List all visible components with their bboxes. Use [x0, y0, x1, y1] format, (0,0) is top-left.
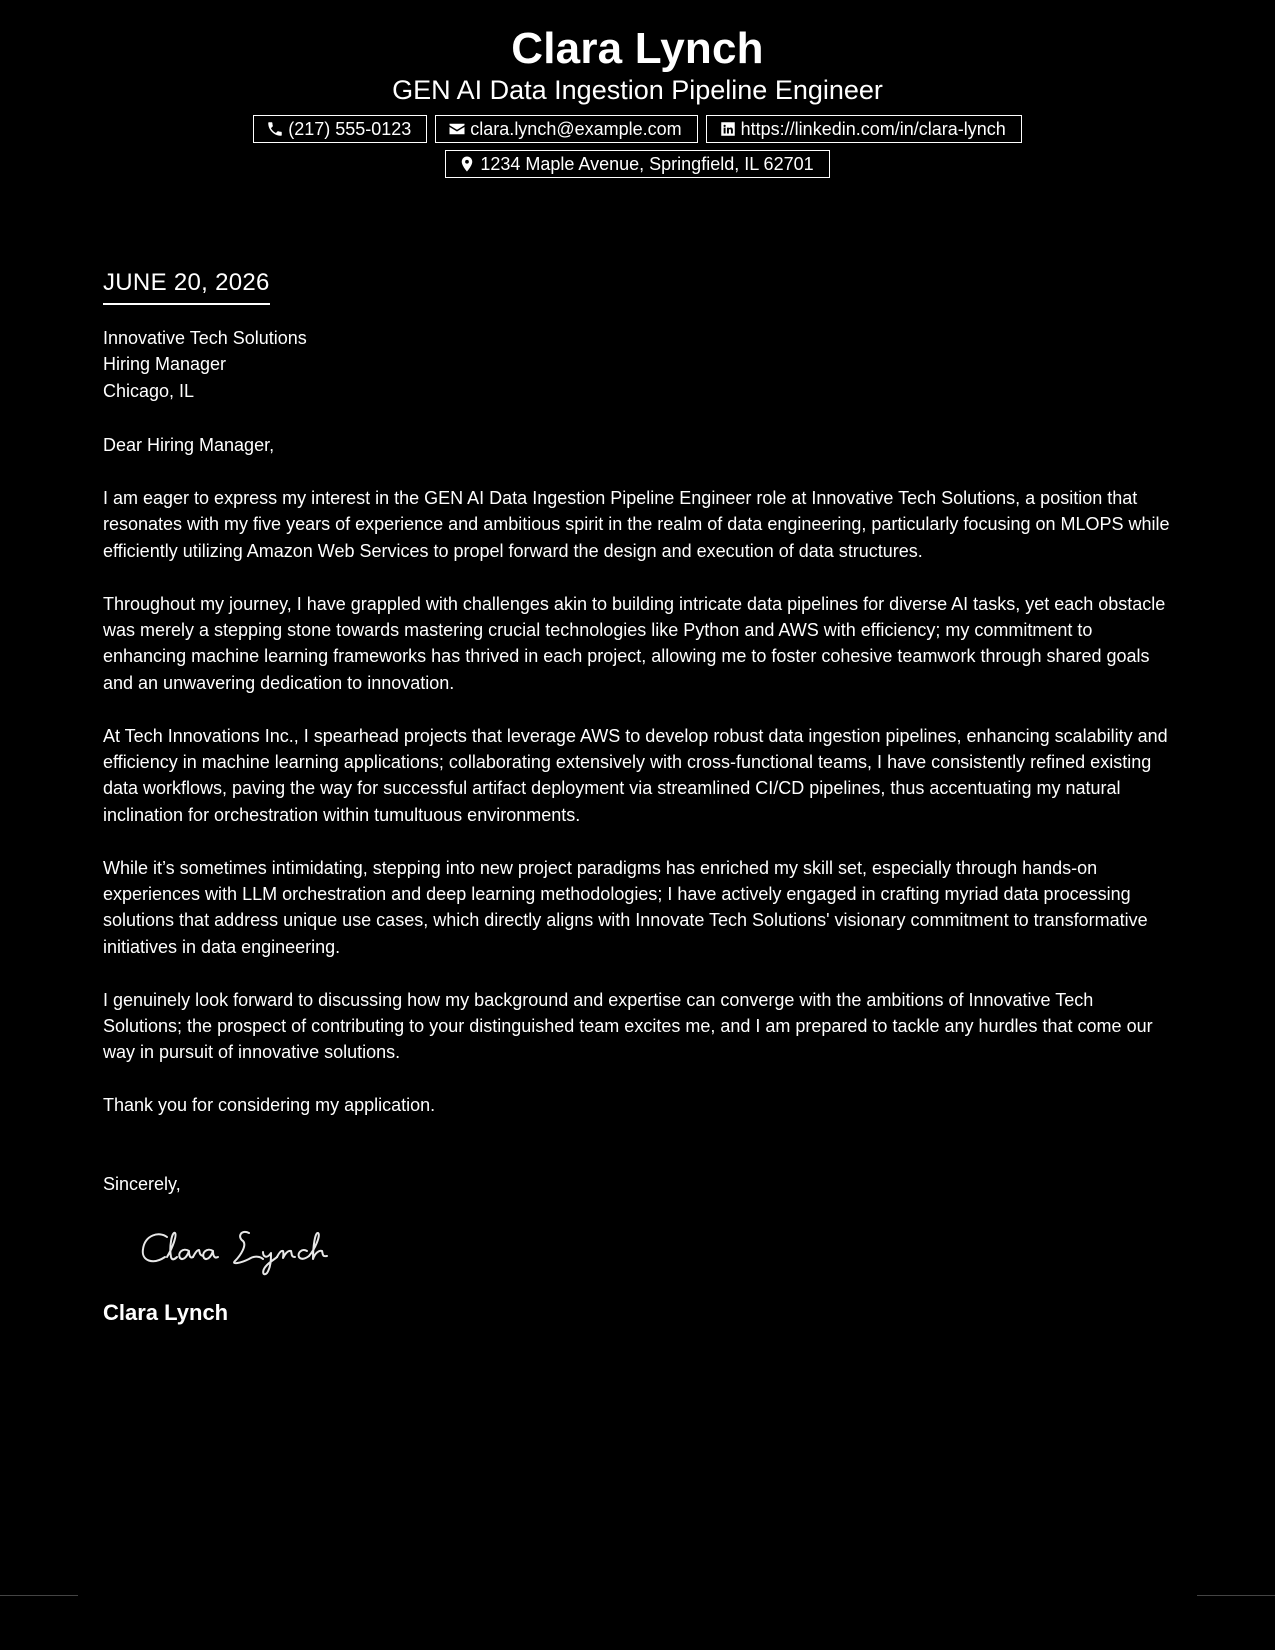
phone-icon [266, 120, 284, 138]
phone-text: (217) 555-0123 [288, 118, 412, 139]
paragraph-1: I am eager to express my interest in the GEN AI Data Ingestion Pipeline Engineer role at Innovative Tech Solutions, a position that resonates with my five years of experience and ambitious spirit in the realm of data engineering, particularly focusing on MLOPS while efficiently utilizing Amazon Web Services to propel forward the design and execution of data structures. [103, 488, 1170, 561]
paragraph-4: While it’s sometimes intimidating, stepping into new project paradigms has enriched my skill set, especially through hands-on experiences with LLM orchestration and deep learning methodologies; I have actively engaged in crafting myriad data processing solutions that address unique use cases, which directly aligns with Innovate Tech Solutions' visionary commitment to transformative initiatives in data engineering. [103, 857, 1148, 957]
linkedin-contact[interactable] [706, 115, 1022, 143]
paragraph-3: At Tech Innovations Inc., I spearhead projects that leverage AWS to develop robust data ingestion pipelines, enhancing scalability and efficiency in machine learning applications; collaborating extensively with cross-functional teams, I have consistently refined existing data workflows, paving the way for successful artifact deployment via streamlined CI/CD pipelines, thus accentuating my natural inclination for orchestration within tumultuous environments. [103, 725, 1168, 825]
paragraph-5: I genuinely look forward to discussing how my background and expertise can converge with the ambitions of Innovative Tech Solutions; the prospect of contributing to your distinguished team excites me, and I am prepared to tackle any hurdles that come our way in pursuit of innovative solutions. [103, 989, 1153, 1063]
signature [137, 1219, 367, 1281]
closing: Sincerely, [103, 1173, 181, 1194]
address-text: 1234 Maple Avenue, Springfield, IL 62701 [480, 153, 814, 174]
paragraph-6: Thank you for considering my application. [103, 1095, 436, 1116]
email-contact[interactable] [435, 115, 697, 143]
linkedin-icon [719, 120, 737, 138]
linkedin-text: https://linkedin.com/in/clara-lynch [740, 118, 1006, 139]
email-text: clara.lynch@example.com [470, 118, 682, 139]
letter-body [103, 268, 1173, 1327]
recipient-role: Hiring Manager [103, 354, 227, 375]
recipient-location: Chicago, IL [103, 380, 195, 401]
contact-row-address [0, 150, 1275, 178]
recipient-block [103, 325, 1173, 404]
letter-header [0, 22, 1275, 178]
envelope-icon [448, 120, 466, 138]
recipient-company: Innovative Tech Solutions [103, 328, 307, 348]
salutation: Dear Hiring Manager, [103, 435, 275, 456]
job-title: GEN AI Data Ingestion Pipeline Engineer [392, 75, 883, 105]
signature-image [137, 1219, 367, 1281]
footer-divider-left [0, 1595, 78, 1596]
contact-row [0, 115, 1275, 143]
signed-name: Clara Lynch [103, 1300, 229, 1326]
letter-date: JUNE 20, 2026 [103, 268, 270, 305]
phone-contact[interactable] [253, 115, 427, 143]
map-marker-icon [458, 155, 476, 173]
paragraph-2: Throughout my journey, I have grappled with challenges akin to building intricate data pipelines for diverse AI tasks, yet each obstacle was merely a stepping stone towards mastering crucial technologies like Python and AWS with efficiency; my commitment to enhancing machine learning frameworks has thrived in each project, allowing me to foster cohesive teamwork through shared goals and an unwavering dedication to innovation. [103, 593, 1166, 693]
applicant-name: Clara Lynch [511, 24, 764, 73]
footer-divider-right [1197, 1595, 1275, 1596]
address-contact [445, 150, 829, 178]
